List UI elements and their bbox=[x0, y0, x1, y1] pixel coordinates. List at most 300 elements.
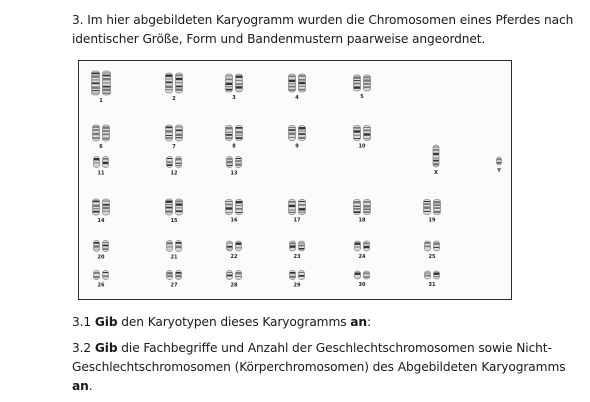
chromosome-label: 14 bbox=[97, 218, 105, 224]
chromosome-band bbox=[434, 205, 440, 206]
chromosome-band bbox=[176, 246, 181, 248]
chromosome-pair-9 bbox=[289, 126, 306, 150]
chromosome-band bbox=[299, 212, 305, 213]
chromosome-band bbox=[176, 210, 182, 212]
chromosome-pair-27 bbox=[167, 271, 182, 289]
chromosome-label: Y bbox=[497, 168, 501, 174]
chromosome bbox=[236, 271, 242, 280]
chromosome-band bbox=[497, 162, 501, 163]
chromosome-label: 28 bbox=[230, 282, 238, 289]
chromosome-band bbox=[433, 158, 438, 159]
chromosome-band bbox=[434, 201, 440, 203]
chromosome-band bbox=[236, 272, 241, 274]
chromosome-band bbox=[433, 149, 438, 151]
chromosome-band bbox=[433, 163, 438, 165]
question-3-number: 3. bbox=[72, 13, 84, 27]
chromosome-band bbox=[103, 272, 108, 273]
chromosome-pair-22 bbox=[227, 241, 242, 260]
chromosome-band bbox=[227, 165, 232, 166]
chromosome-band bbox=[92, 90, 99, 91]
chromosome-label: 7 bbox=[172, 144, 176, 150]
question-3-text: Im hier abgebildeten Karyogramm wurden die Chromosomen eines Pferdes nach identischer Größe, Form und Bandenmustern paarweise angeordnet. bbox=[72, 13, 574, 46]
chromosome-label: 22 bbox=[230, 254, 238, 260]
question-3-2-punct: . bbox=[88, 379, 93, 393]
chromosome bbox=[290, 271, 296, 280]
chromosome-band bbox=[299, 89, 305, 91]
chromosome-band bbox=[166, 201, 172, 203]
chromosome-pair-10 bbox=[354, 126, 371, 150]
chromosome-band bbox=[103, 134, 109, 136]
chromosome-band bbox=[236, 86, 242, 88]
chromosome-band bbox=[364, 133, 370, 135]
chromosome-pair-y bbox=[496, 157, 501, 174]
chromosome-band bbox=[497, 159, 501, 161]
chromosome-band bbox=[364, 205, 370, 207]
chromosome-band bbox=[167, 164, 172, 166]
chromosome-label: 2 bbox=[172, 96, 176, 102]
chromosome-band bbox=[167, 158, 172, 159]
chromosome-band bbox=[226, 127, 232, 129]
chromosome-band bbox=[289, 133, 295, 135]
chromosome-band bbox=[364, 79, 370, 81]
chromosome-band bbox=[176, 272, 181, 274]
chromosome-label: 13 bbox=[230, 170, 238, 177]
chromosome-band bbox=[176, 134, 182, 136]
chromosome-label: 21 bbox=[170, 254, 178, 261]
chromosome-band bbox=[103, 127, 109, 129]
chromosome-band bbox=[236, 160, 241, 162]
chromosome-pair-7 bbox=[166, 125, 183, 150]
chromosome-band bbox=[103, 245, 108, 247]
chromosome bbox=[167, 271, 173, 280]
chromosome-pair-5 bbox=[354, 75, 371, 100]
chromosome-label: 11 bbox=[97, 170, 105, 177]
question-3-1-punct: : bbox=[366, 315, 371, 329]
chromosome-pair-11 bbox=[94, 157, 109, 177]
chromosome-band bbox=[290, 276, 295, 278]
chromosome-band bbox=[226, 76, 232, 77]
chromosome-band bbox=[227, 161, 232, 163]
chromosome-pair-18 bbox=[354, 200, 371, 224]
chromosome-band bbox=[92, 82, 99, 84]
chromosome-band bbox=[226, 89, 232, 91]
chromosome-band bbox=[92, 79, 99, 80]
question-3-2-end: an bbox=[72, 379, 89, 393]
chromosome-label: X bbox=[434, 170, 438, 176]
chromosome-band bbox=[236, 247, 241, 248]
chromosome-band bbox=[166, 75, 172, 77]
chromosome-label: 4 bbox=[295, 95, 299, 101]
chromosome-label: 20 bbox=[97, 254, 105, 261]
chromosome-label: 23 bbox=[293, 254, 301, 260]
chromosome-band bbox=[176, 163, 181, 164]
chromosome-band bbox=[93, 127, 99, 128]
chromosome-band bbox=[94, 158, 99, 160]
chromosome-label: 3 bbox=[232, 95, 236, 101]
chromosome-band bbox=[433, 153, 438, 155]
question-3-1 bbox=[72, 313, 577, 332]
chromosome-band bbox=[103, 158, 108, 160]
chromosome-band bbox=[354, 83, 360, 85]
chromosome-band bbox=[289, 83, 295, 84]
chromosome-band bbox=[176, 165, 181, 166]
chromosome-label: 18 bbox=[358, 217, 366, 224]
chromosome-band bbox=[94, 272, 99, 274]
chromosome-band bbox=[226, 86, 232, 87]
karyogram-figure bbox=[79, 61, 513, 301]
chromosome-label: 10 bbox=[358, 143, 366, 150]
chromosome-band bbox=[354, 135, 360, 136]
chromosome-band bbox=[176, 89, 182, 91]
chromosome-band bbox=[103, 211, 109, 212]
question-3 bbox=[72, 11, 577, 49]
chromosome-pair-29 bbox=[290, 271, 305, 289]
chromosome-band bbox=[103, 204, 109, 206]
chromosome-pair-19 bbox=[424, 200, 441, 224]
chromosome-label: 12 bbox=[170, 170, 178, 177]
chromosome-band bbox=[236, 83, 242, 85]
chromosome-band bbox=[227, 272, 232, 273]
chromosome-band bbox=[425, 246, 430, 248]
chromosome-band bbox=[227, 246, 232, 248]
chromosome-band bbox=[354, 208, 360, 210]
chromosome-label: 27 bbox=[170, 282, 178, 289]
chromosome-band bbox=[167, 276, 172, 277]
chromosome-band bbox=[236, 208, 242, 210]
chromosome-band bbox=[289, 212, 295, 213]
chromosome bbox=[434, 271, 440, 279]
chromosome-band bbox=[176, 207, 182, 208]
chromosome-band bbox=[424, 211, 430, 212]
chromosome-band bbox=[354, 77, 360, 79]
chromosome-band bbox=[289, 205, 295, 207]
chromosome-band bbox=[103, 82, 110, 83]
chromosome-band bbox=[227, 275, 232, 277]
chromosome-band bbox=[166, 86, 172, 88]
chromosome-band bbox=[364, 130, 370, 132]
chromosome-band bbox=[425, 273, 430, 274]
chromosome-pair-20 bbox=[94, 241, 109, 261]
question-3-1-number: 3.1 bbox=[72, 315, 92, 329]
chromosome-band bbox=[103, 131, 109, 132]
chromosome-label: 19 bbox=[428, 217, 436, 224]
chromosome-band bbox=[93, 129, 99, 131]
chromosome-band bbox=[299, 86, 305, 87]
chromosome-band bbox=[226, 201, 232, 202]
chromosome-band bbox=[299, 137, 305, 139]
chromosome-pair-30 bbox=[355, 271, 370, 288]
chromosome-band bbox=[166, 130, 172, 132]
chromosome-band bbox=[94, 276, 99, 278]
chromosome-band bbox=[355, 247, 360, 248]
chromosome-band bbox=[299, 131, 305, 132]
chromosome-band bbox=[434, 211, 440, 213]
chromosome-band bbox=[227, 158, 232, 160]
chromosome-band bbox=[176, 201, 182, 203]
chromosome-band bbox=[226, 79, 232, 81]
chromosome-band bbox=[434, 247, 439, 248]
chromosome-band bbox=[176, 137, 182, 138]
chromosome-band bbox=[236, 212, 242, 213]
chromosome-band bbox=[167, 161, 172, 163]
chromosome-band bbox=[176, 242, 181, 244]
chromosome-band bbox=[299, 79, 305, 81]
chromosome-band bbox=[364, 86, 370, 88]
chromosome-pair-14 bbox=[93, 199, 110, 224]
chromosome-band bbox=[103, 86, 110, 88]
chromosome-band bbox=[289, 80, 295, 82]
chromosome-band bbox=[299, 275, 304, 277]
chromosome-band bbox=[166, 207, 172, 209]
chromosome-band bbox=[354, 138, 360, 139]
chromosome-band bbox=[364, 211, 370, 213]
chromosome-label: 16 bbox=[230, 217, 238, 224]
chromosome-band bbox=[299, 133, 305, 135]
chromosome-pair-3 bbox=[226, 74, 243, 101]
chromosome-band bbox=[236, 131, 242, 133]
chromosome-band bbox=[290, 245, 295, 247]
chromosome-pair-13 bbox=[227, 157, 242, 177]
chromosome-band bbox=[433, 160, 438, 162]
chromosome-label: 24 bbox=[358, 254, 366, 260]
chromosome-band bbox=[236, 127, 242, 129]
chromosome-band bbox=[176, 275, 181, 277]
chromosome-band bbox=[299, 204, 305, 206]
chromosome-band bbox=[364, 273, 369, 275]
question-3-1-text: den Karyotypen dieses Karyogramms bbox=[121, 315, 347, 329]
chromosome-band bbox=[434, 273, 439, 275]
chromosome-band bbox=[354, 127, 360, 129]
chromosome-band bbox=[226, 207, 232, 209]
chromosome-band bbox=[354, 130, 360, 132]
chromosome-band bbox=[354, 80, 360, 81]
chromosome-band bbox=[299, 127, 305, 129]
chromosome-band bbox=[94, 162, 99, 163]
chromosome-band bbox=[166, 127, 172, 129]
chromosome-label: 15 bbox=[170, 218, 178, 224]
chromosome-pair-4 bbox=[289, 74, 306, 101]
chromosome-band bbox=[236, 201, 242, 203]
chromosome-band bbox=[103, 89, 110, 91]
chromosome-band bbox=[226, 204, 232, 206]
chromosome-band bbox=[236, 243, 241, 245]
chromosome-band bbox=[236, 276, 241, 277]
chromosome-pair-25 bbox=[425, 241, 440, 260]
chromosome-band bbox=[290, 243, 295, 245]
chromosome-band bbox=[226, 212, 232, 213]
chromosome-label: 29 bbox=[293, 282, 301, 289]
chromosome-band bbox=[299, 201, 305, 202]
chromosome-pair-28 bbox=[227, 271, 242, 289]
chromosome-band bbox=[226, 83, 232, 85]
chromosome-band bbox=[103, 75, 110, 77]
chromosome-band bbox=[364, 209, 370, 210]
chromosome-label: 17 bbox=[293, 217, 301, 224]
chromosome-band bbox=[166, 79, 172, 80]
chromosome-band bbox=[93, 133, 99, 135]
chromosome-band bbox=[103, 138, 109, 140]
chromosome-band bbox=[94, 245, 99, 247]
chromosome-band bbox=[434, 207, 440, 209]
chromosome-band bbox=[166, 89, 172, 90]
chromosome-band bbox=[176, 86, 182, 88]
chromosome-pair-31 bbox=[425, 271, 440, 288]
chromosome-pair-x bbox=[433, 145, 439, 176]
question-3-2-text: die Fachbegriffe und Anzahl der Geschlechtschromosomen sowie Nicht-Geschlechtschromosomen (Körperchromosomen) des Abgebildeten Karyogramms bbox=[72, 341, 566, 374]
chromosome-pair-21 bbox=[167, 241, 182, 261]
chromosome-label: 31 bbox=[428, 282, 436, 288]
chromosome-band bbox=[299, 76, 305, 77]
chromosome-band bbox=[93, 208, 99, 209]
chromosome-band bbox=[364, 83, 370, 84]
chromosome bbox=[355, 271, 361, 279]
chromosome-band bbox=[167, 272, 172, 274]
question-3-2 bbox=[72, 339, 577, 396]
chromosome-band bbox=[354, 206, 360, 207]
chromosome-label: 30 bbox=[358, 282, 366, 288]
chromosome-band bbox=[93, 205, 99, 207]
chromosome-band bbox=[434, 276, 439, 277]
chromosome-band bbox=[289, 76, 295, 78]
chromosome-band bbox=[236, 158, 241, 159]
chromosome-band bbox=[289, 129, 295, 131]
chromosome-band bbox=[299, 208, 305, 210]
chromosome-band bbox=[226, 137, 232, 139]
chromosome-band bbox=[103, 78, 110, 80]
chromosome-label: 6 bbox=[99, 144, 103, 150]
chromosome-band bbox=[103, 73, 110, 74]
chromosome bbox=[94, 271, 100, 280]
chromosome-band bbox=[103, 248, 108, 250]
chromosome-band bbox=[236, 205, 242, 206]
chromosome-pair-2 bbox=[166, 73, 183, 102]
chromosome-band bbox=[93, 201, 99, 203]
chromosome-band bbox=[289, 127, 295, 128]
chromosome-band bbox=[166, 137, 172, 139]
chromosome-band bbox=[176, 158, 181, 160]
chromosome-pair-24 bbox=[355, 241, 370, 260]
question-3-1-verb: Gib bbox=[94, 315, 118, 329]
chromosome-band bbox=[236, 80, 242, 81]
chromosome-band bbox=[289, 90, 295, 91]
chromosome-band bbox=[167, 246, 172, 247]
chromosome-band bbox=[176, 78, 182, 80]
chromosome-band bbox=[227, 249, 232, 250]
chromosome-pair-1 bbox=[92, 71, 111, 104]
chromosome-pair-23 bbox=[290, 241, 305, 260]
chromosome-band bbox=[354, 201, 360, 203]
chromosome-band bbox=[166, 82, 172, 84]
chromosome-band bbox=[103, 93, 110, 94]
chromosome-band bbox=[92, 73, 99, 75]
chromosome-band bbox=[289, 201, 295, 203]
chromosome-band bbox=[424, 207, 430, 209]
chromosome-band bbox=[424, 201, 430, 202]
chromosome-band bbox=[176, 130, 182, 132]
chromosome-band bbox=[354, 86, 360, 88]
chromosome-band bbox=[364, 127, 370, 128]
chromosome-band bbox=[364, 201, 370, 203]
chromosome-band bbox=[176, 127, 182, 128]
chromosome-band bbox=[354, 211, 360, 213]
chromosome-pair-15 bbox=[166, 199, 183, 224]
chromosome-band bbox=[364, 277, 369, 278]
chromosome-pair-12 bbox=[167, 157, 182, 177]
chromosome-band bbox=[92, 75, 99, 77]
chromosome-label: 25 bbox=[428, 254, 436, 260]
chromosome-pair-16 bbox=[226, 200, 243, 224]
chromosome-band bbox=[176, 75, 182, 77]
question-3-1-end: an bbox=[350, 315, 367, 329]
chromosome-band bbox=[93, 211, 99, 213]
chromosome-band bbox=[299, 82, 305, 84]
chromosome bbox=[497, 157, 502, 165]
chromosome-band bbox=[103, 275, 108, 277]
chromosome-band bbox=[167, 242, 172, 244]
chromosome-band bbox=[355, 243, 360, 245]
chromosome-band bbox=[236, 137, 242, 139]
chromosome-band bbox=[299, 243, 304, 244]
chromosome-band bbox=[236, 135, 242, 136]
chromosome-band bbox=[289, 210, 295, 211]
chromosome-label: 5 bbox=[360, 94, 364, 100]
chromosome bbox=[103, 271, 109, 280]
chromosome-band bbox=[226, 132, 232, 133]
chromosome-band bbox=[93, 138, 99, 139]
chromosome-band bbox=[236, 76, 242, 78]
chromosome-band bbox=[226, 134, 232, 136]
chromosome-band bbox=[103, 162, 108, 164]
chromosome-band bbox=[364, 246, 369, 248]
chromosome-band bbox=[92, 87, 99, 89]
chromosome-band bbox=[433, 147, 438, 148]
chromosome-label: 1 bbox=[99, 98, 103, 104]
chromosome-band bbox=[364, 77, 370, 79]
chromosome-band bbox=[94, 242, 99, 244]
chromosome-band bbox=[424, 203, 430, 205]
chromosome-band bbox=[103, 201, 109, 202]
chromosome-band bbox=[364, 138, 370, 139]
chromosome-band bbox=[290, 272, 295, 274]
chromosome-pair-17 bbox=[289, 200, 306, 224]
chromosome-band bbox=[299, 272, 304, 273]
chromosome-band bbox=[166, 210, 172, 212]
chromosome-band bbox=[364, 243, 369, 245]
chromosome-band bbox=[289, 86, 295, 88]
question-3-2-number: 3.2 bbox=[72, 341, 92, 355]
question-3-2-verb: Gib bbox=[94, 341, 118, 355]
chromosome-band bbox=[299, 248, 304, 250]
chromosome-pair-6 bbox=[93, 125, 110, 150]
chromosome-band bbox=[434, 243, 439, 245]
chromosome-band bbox=[92, 93, 99, 94]
chromosome-band bbox=[425, 243, 430, 244]
chromosome-band bbox=[425, 275, 430, 277]
chromosome-band bbox=[299, 245, 304, 247]
chromosome-label: 8 bbox=[232, 143, 236, 150]
chromosome-band bbox=[176, 203, 182, 205]
chromosome-label: 26 bbox=[97, 282, 105, 289]
chromosome-band bbox=[289, 137, 295, 138]
chromosome bbox=[364, 271, 370, 279]
chromosome-band bbox=[103, 242, 108, 243]
chromosome-label: 9 bbox=[295, 143, 299, 150]
chromosome-pair-8 bbox=[226, 126, 243, 150]
chromosome-band bbox=[166, 204, 172, 205]
karyogram-image bbox=[78, 60, 512, 300]
chromosome-band bbox=[355, 273, 360, 275]
chromosome-band bbox=[166, 135, 172, 136]
